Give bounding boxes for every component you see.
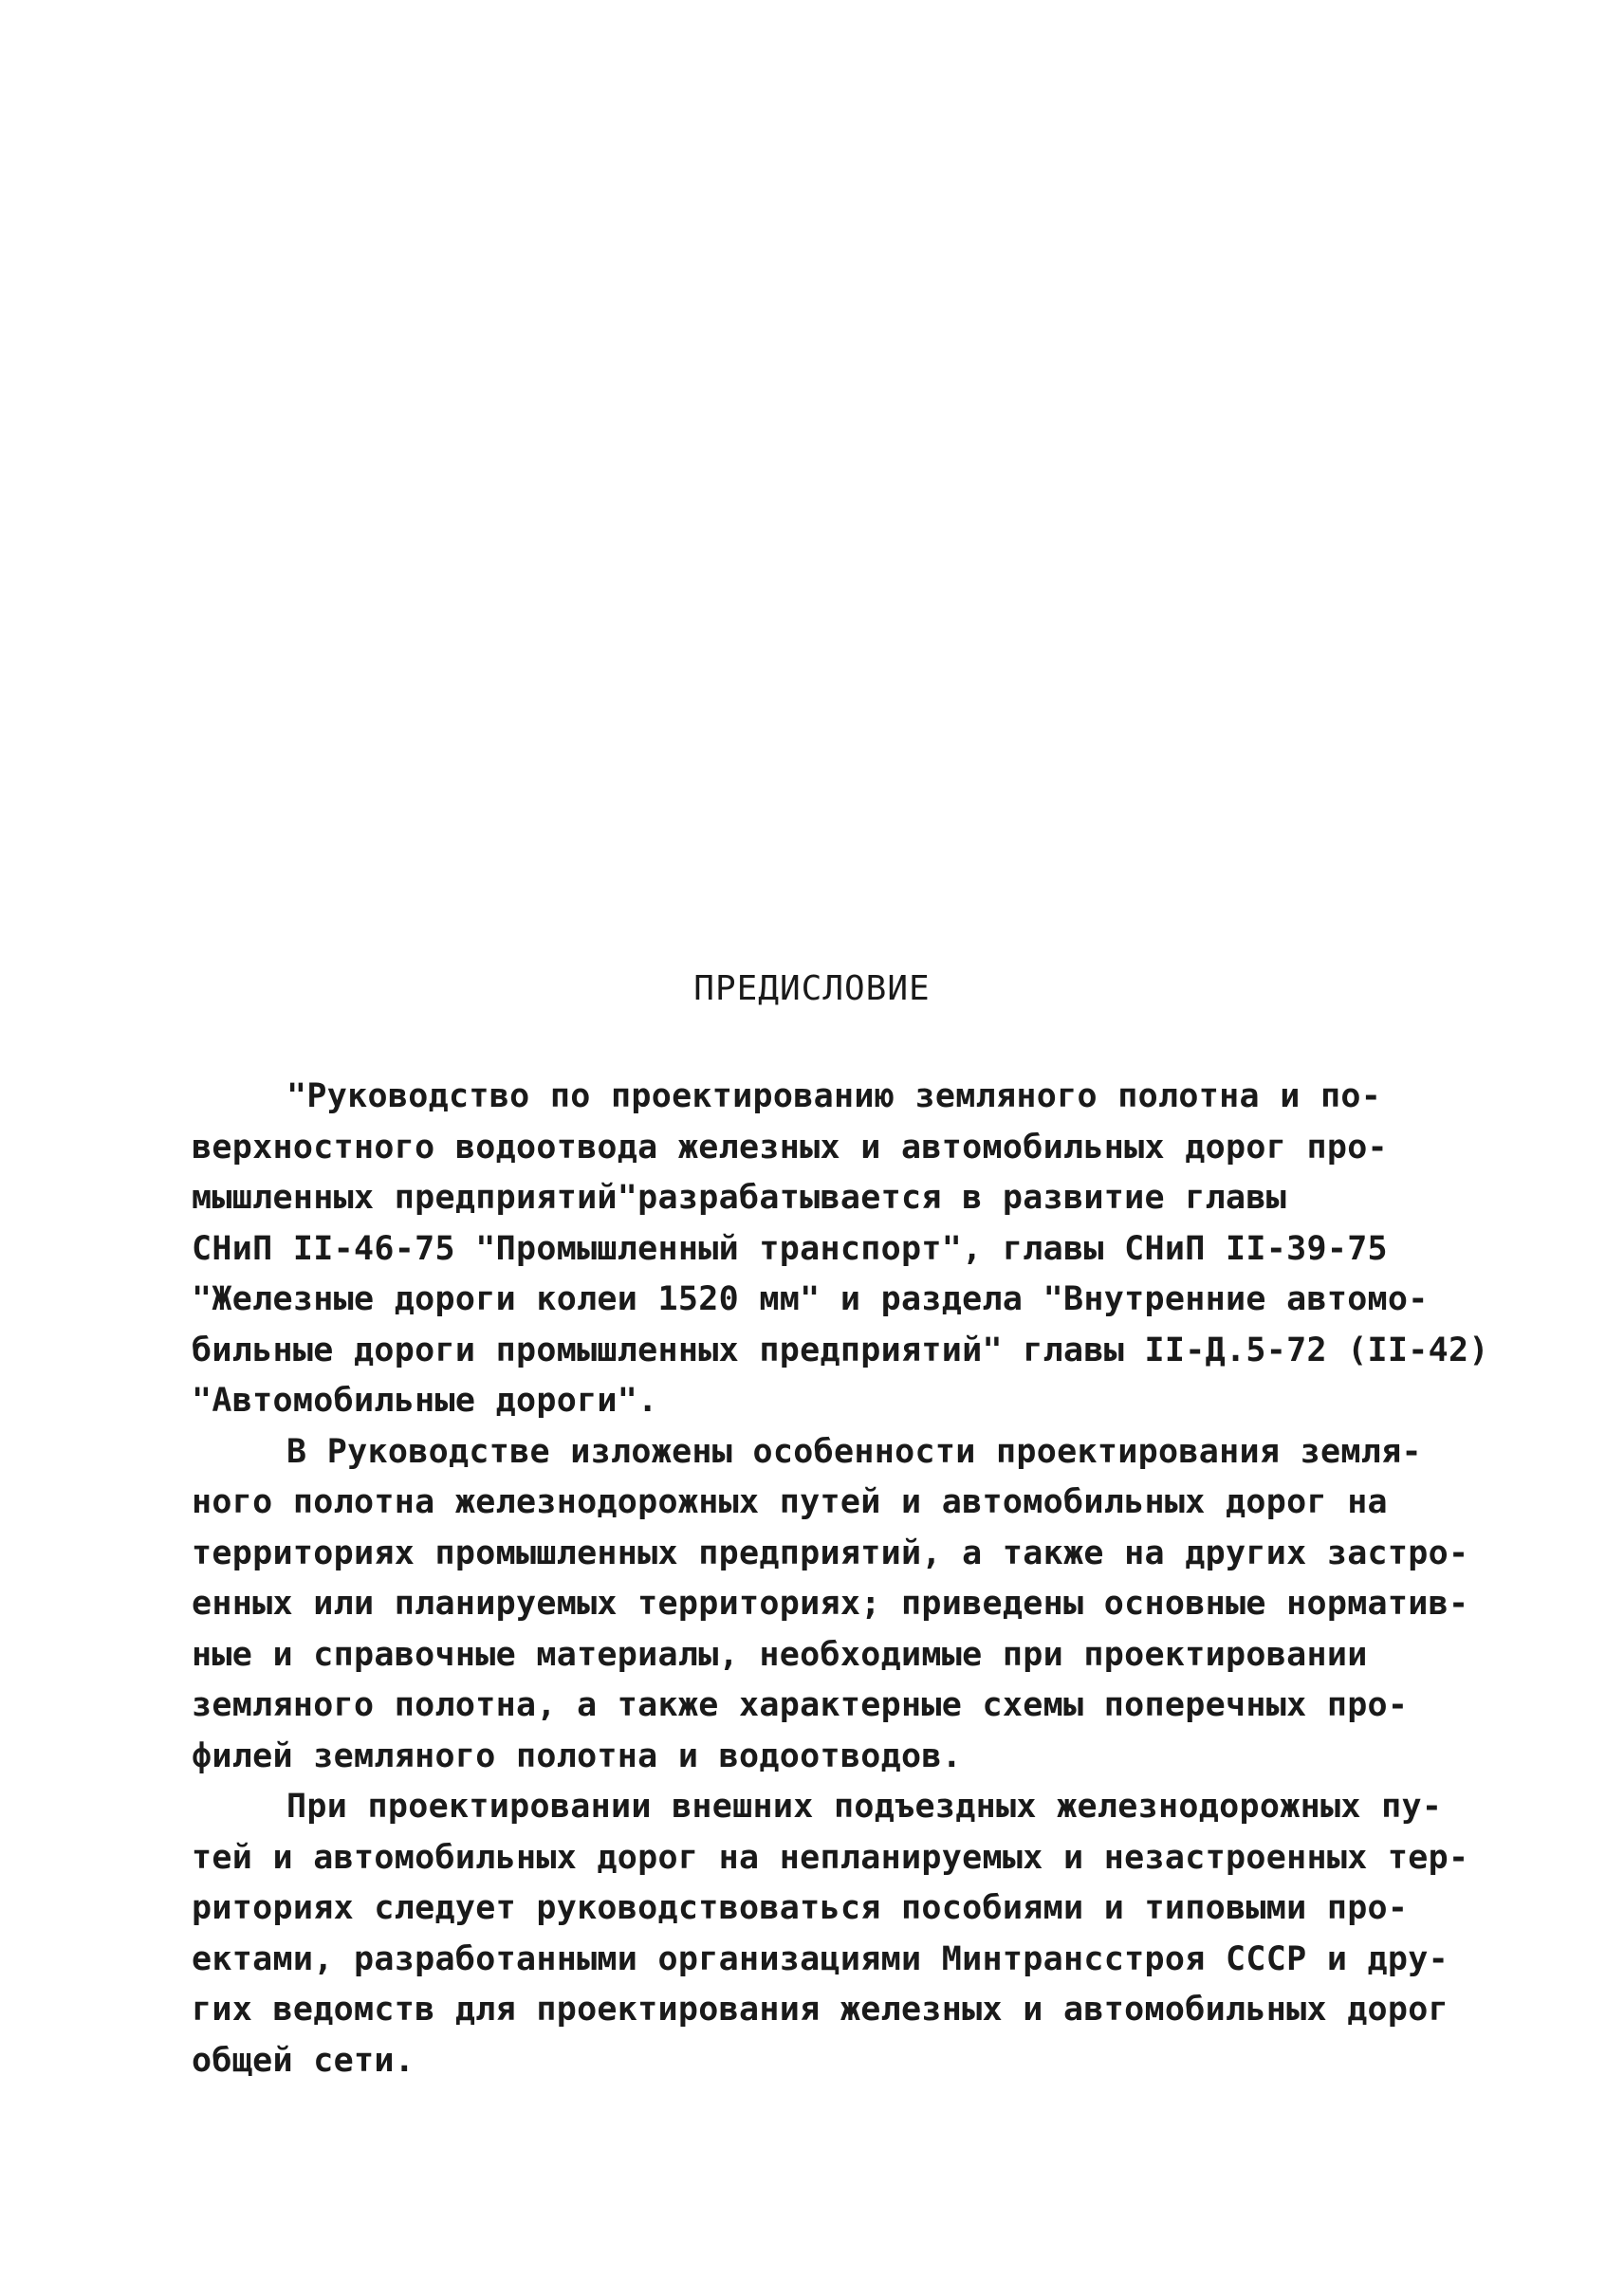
paragraph-2-line-5: ные и справочные материалы, необходимые при проектировании <box>192 1635 1368 1674</box>
paragraph-1-line-5: "Железные дороги колеи 1520 мм" и раздела "Внутренние автомо- <box>192 1280 1429 1318</box>
paragraph-3-line-4: ектами, разработанными организациями Минтрансстроя СССР и дру- <box>192 1939 1449 1978</box>
paragraph-2-line-3: территориях промышленных предприятий, а также на других застро- <box>192 1534 1469 1572</box>
paragraph-2-line-1: В Руководстве изложены особенности проектирования земля- <box>286 1432 1422 1471</box>
paragraph-1-line-4: СНиП II-46-75 "Промышленный транспорт", главы СНиП II-39-75 <box>192 1229 1388 1268</box>
page-title: ПРЕДИСЛОВИЕ <box>693 969 931 1008</box>
preface-text <box>192 1072 1489 2086</box>
paragraph-2-line-2: ного полотна железнодорожных путей и автомобильных дорог на <box>192 1483 1388 1521</box>
paragraph-1-line-7: "Автомобильные дороги". <box>192 1382 658 1420</box>
paragraph-2-line-4: енных или планируемых территориях; приведены основные норматив- <box>192 1585 1469 1623</box>
paragraph-2-line-7: филей земляного полотна и водоотводов. <box>192 1736 963 1775</box>
paragraph-3-line-5: гих ведомств для проектирования железных и автомобильных дорог <box>192 1991 1449 2029</box>
paragraph-3-line-6: общей сети. <box>192 2041 415 2080</box>
paragraph-2-line-6: земляного полотна, а также характерные схемы поперечных про- <box>192 1686 1409 1724</box>
paragraph-1-line-6: бильные дороги промышленных предприятий" главы II-Д.5-72 (II-42) <box>192 1331 1489 1369</box>
paragraph-1-line-2: верхностного водоотвода железных и автомобильных дорог про- <box>192 1128 1388 1166</box>
paragraph-3-line-3: риториях следует руководствоваться пособиями и типовыми про- <box>192 1889 1409 1927</box>
paragraph-3-line-1: При проектировании внешних подъездных железнодорожных пу- <box>286 1788 1443 1826</box>
paragraph-3-line-2: тей и автомобильных дорог на непланируемых и незастроенных тер- <box>192 1838 1469 1877</box>
paragraph-1-line-1: "Руководство по проектированию земляного полотна и по- <box>286 1077 1382 1115</box>
paragraph-1-line-3: мышленных предприятий"разрабатывается в развитие главы <box>192 1179 1287 1217</box>
